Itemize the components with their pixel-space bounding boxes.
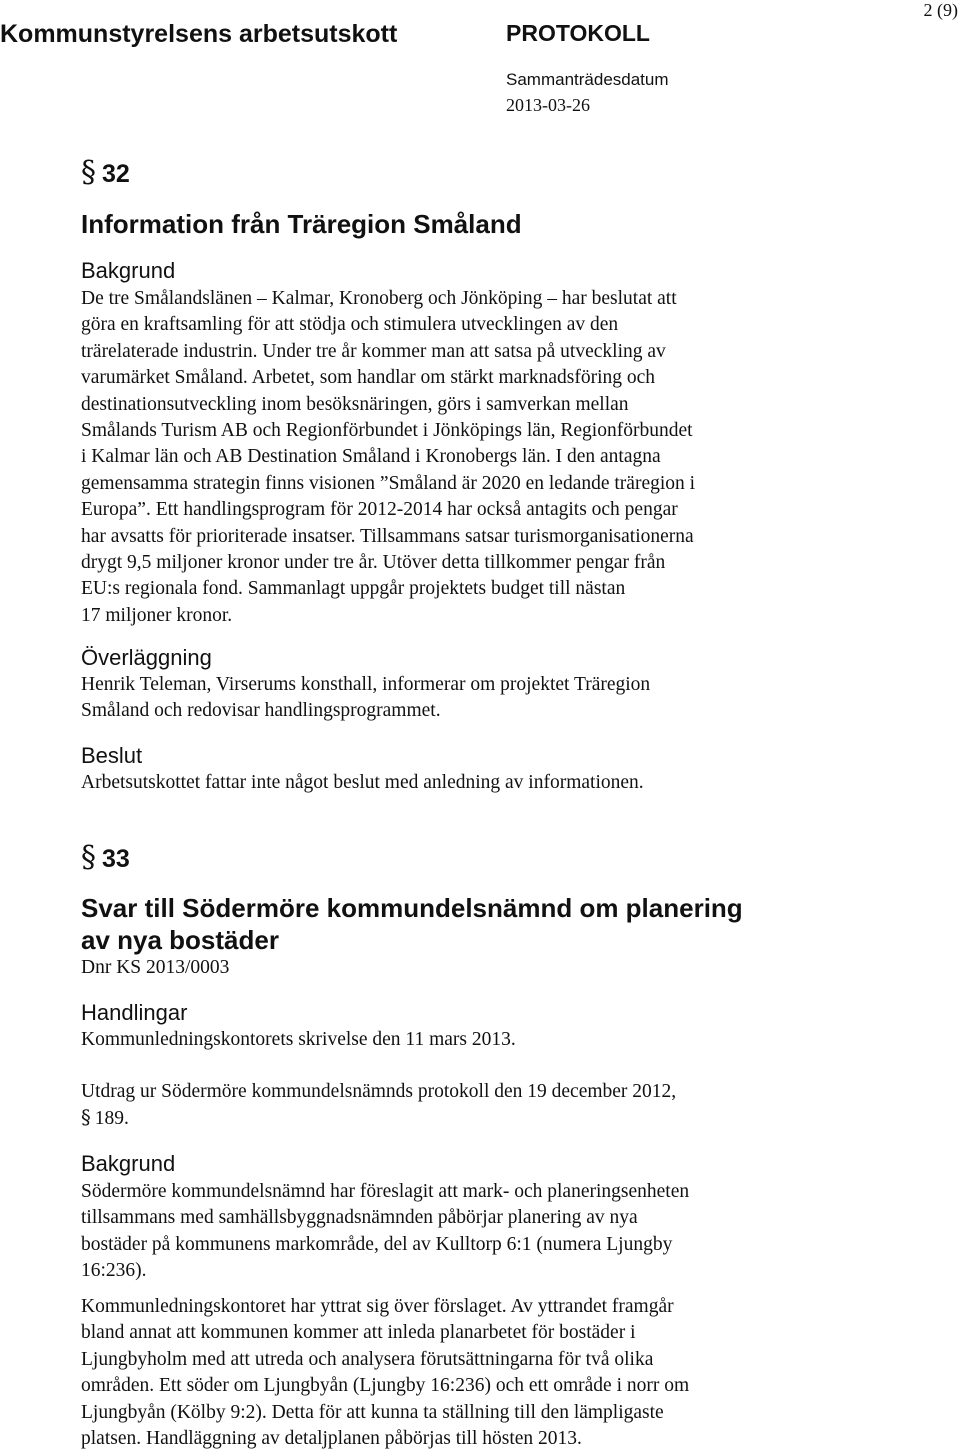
text-line: 17 miljoner kronor.: [81, 604, 233, 626]
text-line: Utdrag ur Södermöre kommundelsnämnds protokoll den 19 december 2012,: [81, 1081, 677, 1102]
text-line: gemensamma strategin finns visionen ”Småland är 2020 en ledande träregion i: [81, 472, 696, 494]
paragraph-symbol: §: [81, 1106, 91, 1130]
section-32-number: [81, 155, 130, 190]
text-line: 16:236).: [81, 1260, 147, 1282]
text-line: varumärket Småland. Arbetet, som handlar om stärkt marknadsföring och: [81, 367, 656, 389]
section-32-beslut-text: [81, 770, 801, 796]
text-line: Kommunledningskontoret har yttrat sig över förslaget. Av yttrandet framgår: [81, 1296, 674, 1317]
text-line: trärelaterade industrin. Under tre år kommer man att satsa på utveckling av: [81, 340, 666, 362]
text-line: destinationsutveckling inom besöksnäringen, görs i samverkan mellan: [81, 393, 629, 415]
text-line: Europa”. Ett handlingsprogram för 2012-2014 har också antagits och pengar: [81, 499, 678, 521]
title-line: Svar till Södermöre kommundelsnämnd om planering: [81, 893, 743, 923]
text-line: områden. Ett söder om Ljungbyån (Ljungby 16:236) och ett område i norr om: [81, 1375, 690, 1397]
text-line: Smålands Turism AB och Regionförbundet i Jönköpings län, Regionförbundet: [81, 420, 693, 442]
section-33-handlingar-item-2: [81, 1079, 801, 1133]
text-line: EU:s regionala fond. Sammanlagt uppgår projektets budget till nästan: [81, 578, 626, 600]
text-line: göra en kraftsamling för att stödja och stimulera utvecklingen av den: [81, 314, 619, 336]
text-line: har avsatts för prioriterade insatser. Tillsammans satsar turismorganisationerna: [81, 525, 694, 547]
section-33-handlingar-heading: Handlingar: [81, 1000, 188, 1025]
text-line: Kommunledningskontorets skrivelse den 11 mars 2013.: [81, 1029, 516, 1050]
section-33-title: [81, 892, 841, 956]
section-32-title: Information från Träregion Småland: [81, 209, 522, 239]
text-line: tillsammans med samhällsbyggnadsnämnden påbörjar planering av nya: [81, 1207, 638, 1229]
text-line: Henrik Teleman, Virserums konsthall, informerar om projektet Träregion: [81, 674, 651, 695]
section-33-bakgrund-heading: Bakgrund: [81, 1151, 176, 1176]
text-line: Arbetsutskottet fattar inte något beslut med anledning av informationen.: [81, 772, 644, 793]
paragraph-symbol: §: [81, 155, 96, 190]
section-32-beslut-heading: Beslut: [81, 743, 143, 768]
text-line: drygt 9,5 miljoner kronor under tre år. Utöver detta tillkommer pengar från: [81, 552, 666, 574]
text-line: [81, 1105, 801, 1132]
section-33-bakgrund-paragraph-2: [81, 1294, 801, 1452]
section-33-number-value: 33: [102, 845, 130, 873]
section-32-overlaggning-text: [81, 672, 801, 725]
paragraph-symbol: §: [81, 840, 96, 875]
text-line: platsen. Handläggning av detaljplanen påbörjas till hösten 2013.: [81, 1428, 582, 1450]
header-document-type: PROTOKOLL: [506, 20, 650, 46]
text-line: De tre Smålandslänen – Kalmar, Kronoberg och Jönköping – har beslutat att: [81, 288, 677, 309]
section-32-bakgrund-heading: Bakgrund: [81, 258, 176, 283]
text-line: bland annat att kommunen kommer att inleda planarbetet för bostäder i: [81, 1322, 636, 1344]
section-32-bakgrund-text: [81, 286, 801, 629]
section-33-dnr: [81, 955, 801, 981]
text-line: Södermöre kommundelsnämnd har föreslagit att mark- och planeringsenheten: [81, 1181, 690, 1202]
text-line: Dnr KS 2013/0003: [81, 957, 230, 978]
header-date-label: Sammanträdesdatum: [506, 70, 669, 89]
section-33-bakgrund-paragraph-1: [81, 1179, 801, 1285]
section-33-number: [81, 840, 130, 875]
text-line: bostäder på kommunens markområde, del av Kulltorp 6:1 (numera Ljungby: [81, 1233, 673, 1255]
header-organization: Kommunstyrelsens arbetsutskott: [0, 20, 398, 48]
section-32-number-value: 32: [102, 160, 130, 188]
header-date: 2013-03-26: [506, 95, 590, 115]
section-32-overlaggning-heading: Överläggning: [81, 645, 212, 670]
text-line: Ljungbyholm med att utreda och analysera förutsättningarna för två olika: [81, 1348, 654, 1370]
paragraph-ref: 189.: [94, 1108, 129, 1130]
page-number: 2 (9): [923, 0, 958, 20]
title-line: av nya bostäder: [81, 925, 279, 955]
text-line: Småland och redovisar handlingsprogrammet.: [81, 700, 441, 722]
text-line: Ljungbyån (Kölby 9:2). Detta för att kunna ta ställning till den lämpligaste: [81, 1401, 664, 1423]
text-line: i Kalmar län och AB Destination Småland i Kronobergs län. I den antagna: [81, 446, 661, 468]
section-33-handlingar-item-1: [81, 1027, 801, 1053]
